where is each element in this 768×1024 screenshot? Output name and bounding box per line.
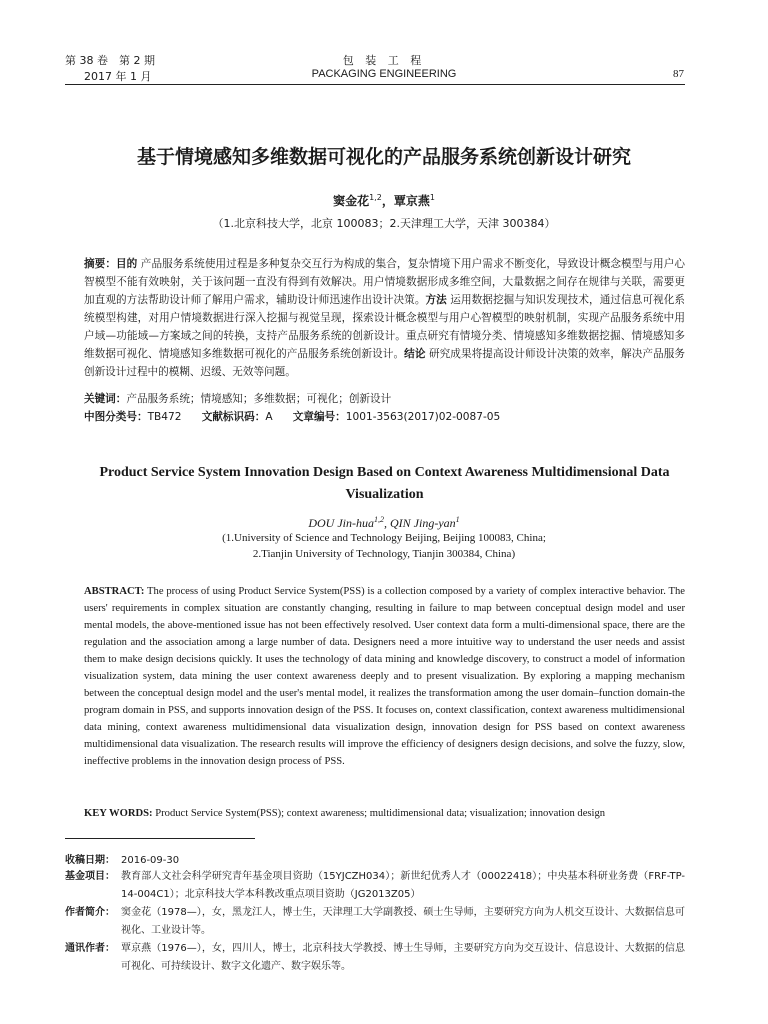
cn-clc-value: TB472: [147, 411, 182, 423]
cn-clc-label: 中图分类号：: [84, 411, 148, 423]
cn-article-no-value: 1001-3563(2017)02-0087-05: [345, 411, 501, 423]
cn-doc-code-value: A: [265, 411, 273, 423]
en-author-2-affil: 1: [455, 515, 460, 524]
header-volume-issue: 第 38 卷 第 2 期: [65, 54, 155, 67]
cn-keywords-text: 产品服务系统；情境感知；多维数据；可视化；创新设计: [126, 393, 392, 405]
cn-purpose-label: 目的: [116, 258, 138, 270]
en-affiliation-1: (1.University of Science and Technology Beijing, Beijing 100083, China;: [222, 532, 546, 544]
cn-conclusion-text: 研究成果将提高设计师设计决策的效率，解决产品服务创新设计过程中的模糊、迟缓、无效等问题。: [84, 348, 685, 378]
footnote-fund-label: 基金项目：: [65, 871, 115, 882]
footnote-author-bio: [65, 904, 685, 940]
cn-title: 基于情境感知多维数据可视化的产品服务系统创新设计研究: [136, 146, 631, 168]
en-title: Product Service System Innovation Design Based on Context Awareness Multidimensional Data Visualization: [99, 465, 670, 502]
cn-method-label: 方法: [425, 294, 447, 306]
footnote-fund: [65, 868, 685, 904]
footnote-corresponding-text: 覃京燕（1976—），女，四川人，博士，北京科技大学教授、博士生导师，主要研究方向为交互设计、信息设计、大数据的信息可视化、可持续设计、数字文化遗产、数字娱乐等。: [121, 943, 685, 972]
en-abstract-label: ABSTRACT:: [84, 586, 145, 597]
header-page-number: 87: [673, 68, 684, 80]
en-keywords: [84, 805, 685, 822]
en-affiliation-2: 2.Tianjin University of Technology, Tianjin 300384, China): [252, 548, 516, 560]
header-journal-cn: 包 装 工 程: [342, 54, 426, 67]
cn-abstract: [84, 255, 685, 381]
footnote-rule: [65, 838, 255, 839]
cn-author-1: 窦金花: [333, 194, 370, 208]
cn-doc-code-label: 文献标识码：: [201, 411, 266, 423]
cn-abstract-label: 摘要：: [84, 258, 117, 270]
en-abstract: [84, 583, 685, 770]
en-authors: [0, 515, 768, 531]
footnote-corresponding-label: 通讯作者：: [65, 943, 115, 954]
footnote-author-label: 作者简介：: [65, 907, 115, 918]
cn-keywords-label: 关键词：: [84, 393, 127, 405]
cn-method-text: 运用数据挖掘与知识发现技术，通过信息可视化系统模型构建，对用户情境数据进行深入挖掘与视觉呈现，探索设计概念模型与用户心智模型的映射机制，实现产品服务系统中用户域—功能域—方案域之间的转换，支持产品服务系统的创新设计。重点研究有情境分类、情境感知多维数据挖掘、情境感知多维数据可视化、情境感知多维数据可视化的产品服务系统创新设计。: [84, 294, 685, 360]
en-keywords-text: Product Service System(PSS); context awareness; multidimensional data; visualization; innovation design: [152, 808, 606, 819]
en-keywords-label: KEY WORDS:: [84, 808, 153, 819]
footnote-fund-text: 教育部人文社会科学研究青年基金项目资助（15YJCZH034）；新世纪优秀人才（00022418）；中央基本科研业务费（FRF-TP-14-004C1）；北京科技大学本科教改重点项目资助（JG2013Z05）: [121, 871, 685, 900]
header-rule: [65, 84, 685, 85]
footnote-received-label: 收稿日期：: [65, 855, 115, 866]
footnote-author-text: 窦金花（1978—），女，黑龙江人，博士生，天津理工大学副教授、硕士生导师，主要研究方向为人机交互设计、大数据信息可视化、工业设计等。: [121, 907, 685, 936]
header-journal-en: PACKAGING ENGINEERING: [311, 68, 457, 80]
cn-classification: [84, 408, 685, 426]
footnote-received-text: 2016-09-30: [121, 855, 180, 866]
cn-author-1-affil: 1,2: [369, 193, 382, 202]
en-author-1: DOU Jin-hua: [308, 516, 374, 530]
en-author-separator: ,: [384, 516, 390, 530]
cn-author-separator: ，: [381, 194, 394, 208]
cn-author-2: 覃京燕: [393, 194, 430, 208]
cn-authors: [0, 192, 768, 209]
cn-article-no-label: 文章编号：: [292, 411, 346, 423]
en-abstract-text: The process of using Product Service System(PSS) is a collection composed by a variety of complex interactive behavior. The users' requirements in complex situation are constantly changing, resulting in failure to map between conceptual design model and user mental models, the above-mentioned issue has not been effectively resolved. User context data form a multi-dimensional space, there are the regulation and the association among a large number of data. Designers need a more intuitive way to understand the user needs and assist them to make design decisions quickly. It uses the technology of data mining and knowledge discovery, to construct a model of information visualization system, data mining the user context awareness deeply and to present visualization. By exploring a mapping mechanism between the conceptual design model and the user's mental model, it realizes the transformation among the user domain–function domain-the program domain in PSS, and supports innovation design of the PSS. It focuses on, context classification, context awareness multidimensional data mining, context awareness multidimensional data visualization design, innovation design for PSS based on context awareness multidimensional data visualization. The research results will improve the efficiency of designers design decisions, and solve the fuzzy, slow, ineffective problems in the innovation design process of PSS.: [84, 586, 685, 767]
cn-keywords: [84, 390, 685, 408]
cn-conclusion-label: 结论: [404, 348, 426, 360]
cn-purpose-text: 产品服务系统使用过程是多种复杂交互行为构成的集合，复杂情境下用户需求不断变化，导致设计概念模型与用户心智模型不能有效映射，关于该问题一直没有得到有效解决。用户情境数据形成多维空间，大量数据之间存在规律与关联，需要更加直观的方法帮助设计师了解用户需求，辅助设计师迅速作出设计决策。: [84, 258, 685, 306]
cn-affiliation: （1.北京科技大学，北京 100083；2.天津理工大学，天津 300384）: [212, 217, 556, 230]
footnote-corresponding: [65, 940, 685, 976]
en-author-1-affil: 1,2: [374, 515, 384, 524]
header-date: 2017 年 1 月: [84, 70, 152, 83]
cn-author-2-affil: 1: [429, 193, 435, 202]
en-author-2: QIN Jing-yan: [390, 516, 456, 530]
